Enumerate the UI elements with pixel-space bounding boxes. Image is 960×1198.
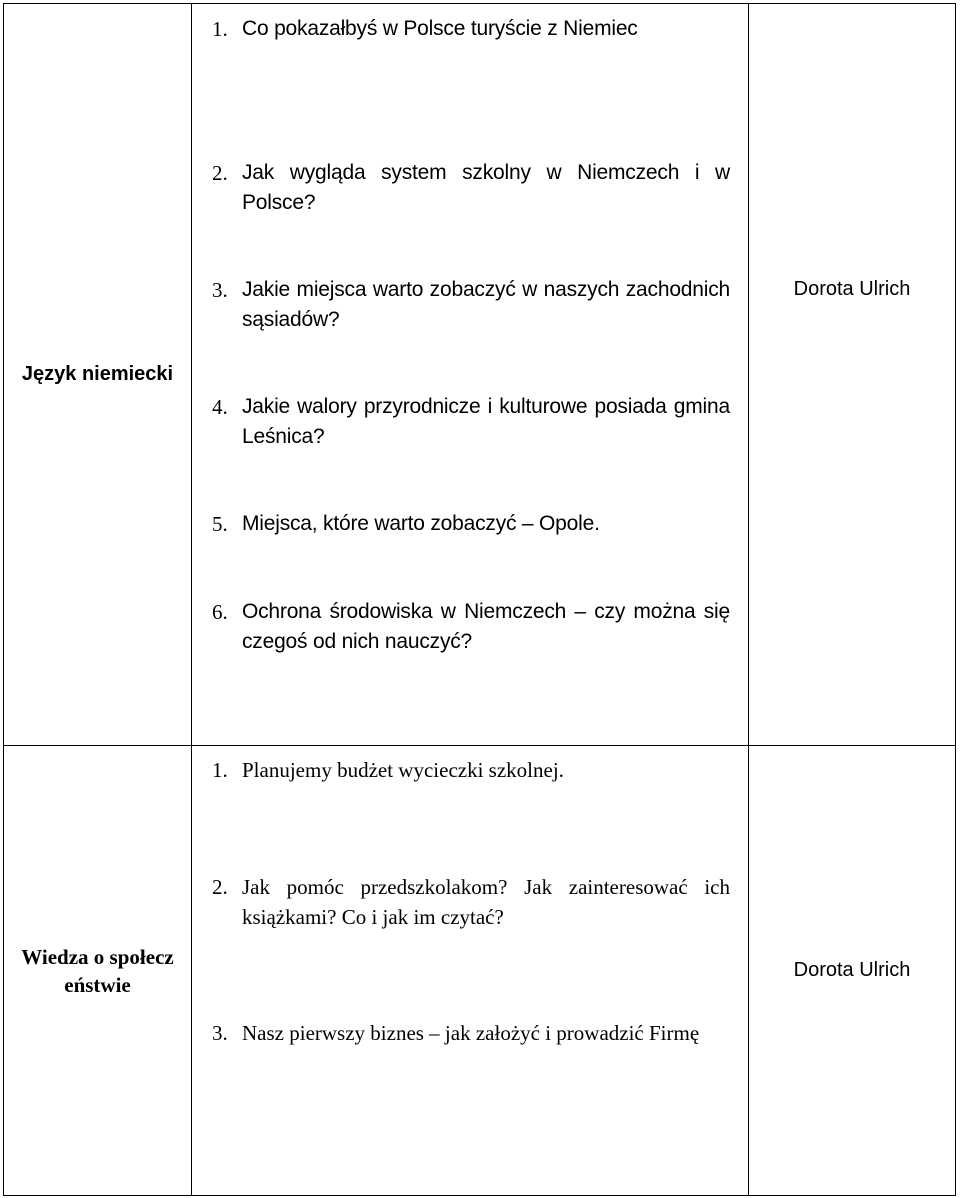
list-item [212,597,730,657]
topic-text: Planujemy budżet wycieczki szkolnej. [242,758,564,782]
topic-text: Jak wygląda system szkolny w Niemczech i w Polsce? [242,161,730,214]
topic-text: Co pokazałbyś w Polsce turyście z Niemiec [242,17,638,40]
list-item [212,872,730,932]
topic-number: 1. [212,17,228,41]
subject-label: Wiedza o społeczeństwie [21,944,174,997]
topic-number: 3. [212,1021,228,1045]
topic-number: 2. [212,875,228,899]
list-item [212,158,730,218]
teacher-cell [749,4,956,746]
topic-text: Nasz pierwszy biznes – jak założyć i prowadzić Firmę [242,1021,700,1045]
topic-number: 6. [212,600,228,624]
topic-number: 5. [212,512,228,536]
list-item [212,275,730,335]
projects-table [3,3,956,1196]
topic-text: Ochrona środowiska w Niemczech – czy można się czegoś od nich nauczyć? [242,600,730,653]
teacher-label: Dorota Ulrich [793,959,911,981]
topic-number: 2. [212,161,228,185]
list-item [212,14,730,44]
teacher-label: Dorota Ulrich [793,278,911,300]
topic-text: Miejsca, które warto zobaczyć – Opole. [242,512,600,535]
list-item [212,1018,730,1048]
table-row [4,4,956,746]
subject-label: Język niemiecki [21,363,174,385]
teacher-cell [749,746,956,1196]
topic-number: 3. [212,278,228,302]
topic-text: Jakie miejsca warto zobaczyć w naszych zachodnich sąsiadów? [242,278,730,331]
topic-number: 1. [212,758,228,782]
table-row [4,746,956,1196]
list-item [212,755,730,785]
topic-text: Jak pomóc przedszkolakom? Jak zainteresować ich książkami? Co i jak im czytać? [242,875,730,929]
list-item [212,392,730,452]
subject-cell [4,746,192,1196]
subject-cell [4,4,192,746]
topics-cell [192,4,749,746]
topics-cell [192,746,749,1196]
topic-text: Jakie walory przyrodnicze i kulturowe posiada gmina Leśnica? [242,395,730,448]
topic-number: 4. [212,395,228,419]
list-item [212,509,730,539]
